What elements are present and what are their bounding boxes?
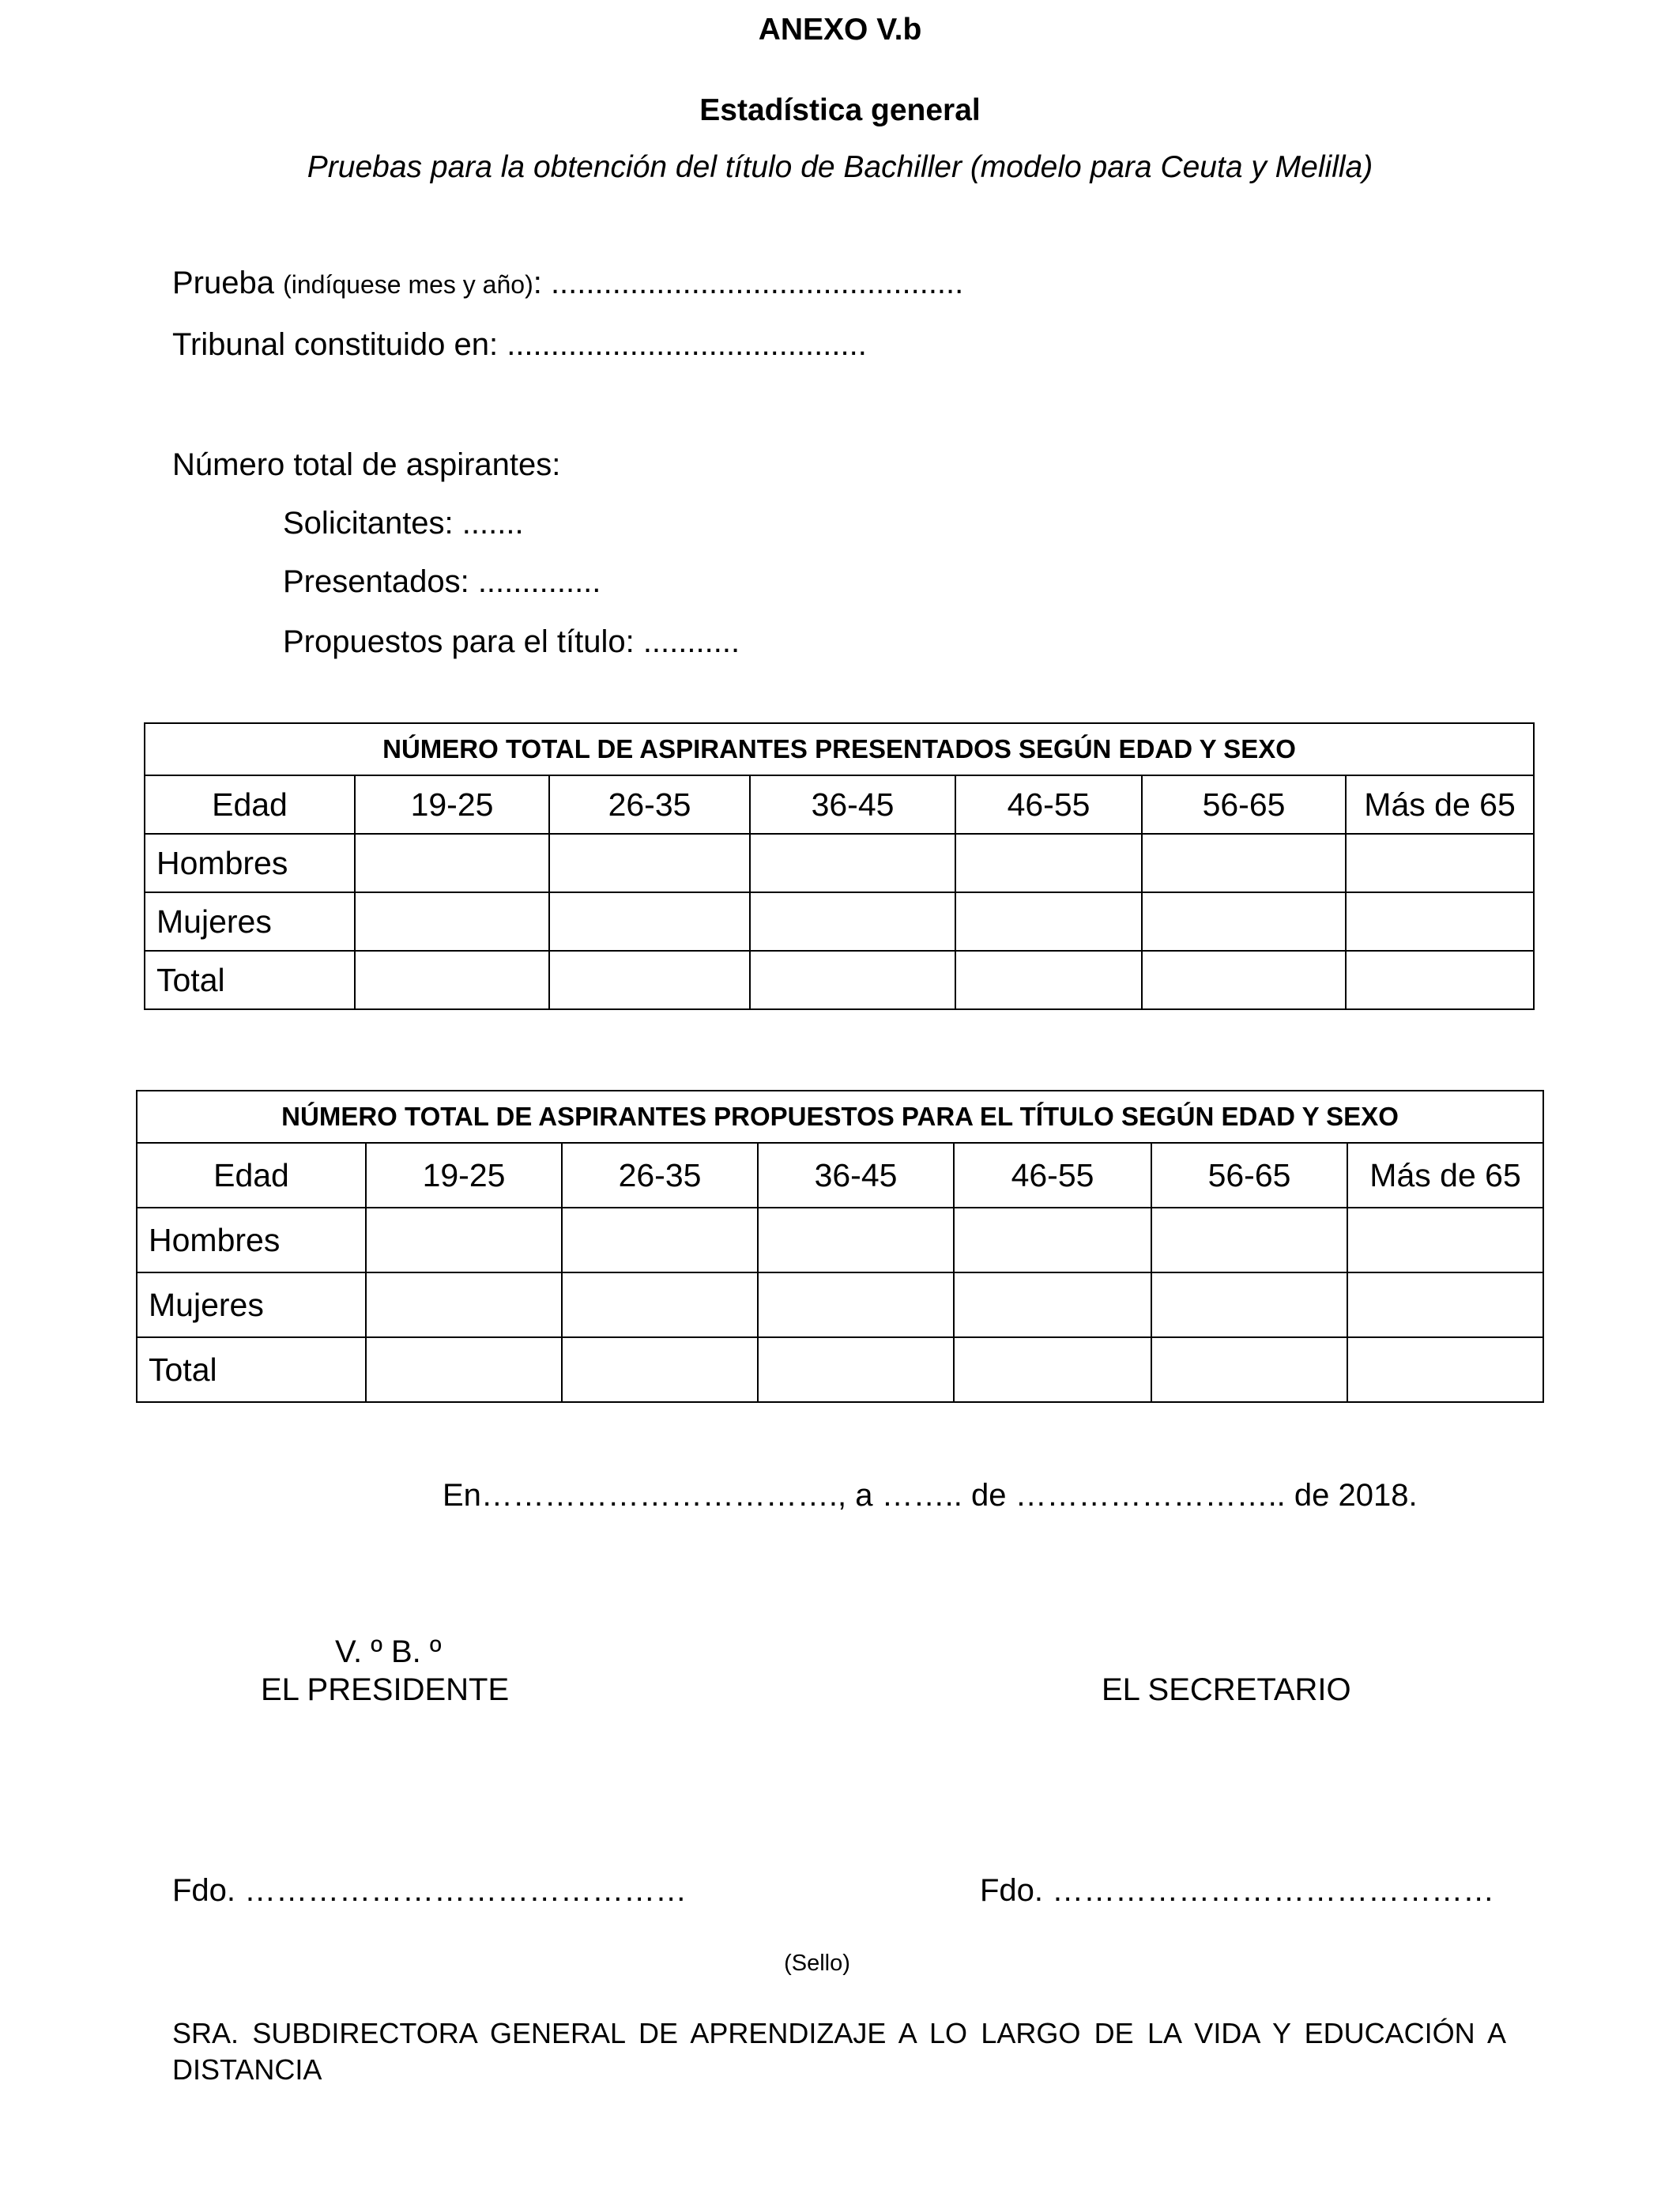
empty-cell[interactable] bbox=[954, 1272, 1151, 1337]
table-row bbox=[137, 1272, 1543, 1337]
document-title: Estadística general bbox=[699, 93, 981, 127]
header-cell: 56-65 bbox=[1142, 775, 1346, 834]
table-row bbox=[137, 1337, 1543, 1402]
header-cell: 46-55 bbox=[954, 1143, 1151, 1208]
empty-cell[interactable] bbox=[955, 834, 1142, 892]
proposed-stats-table bbox=[136, 1090, 1544, 1403]
table-caption: NÚMERO TOTAL DE ASPIRANTES PROPUESTOS PARA EL TÍTULO SEGÚN EDAD Y SEXO bbox=[137, 1091, 1543, 1143]
empty-cell[interactable] bbox=[355, 951, 549, 1009]
empty-cell[interactable] bbox=[1346, 892, 1534, 951]
empty-cell[interactable] bbox=[750, 892, 955, 951]
total-aspirants-label: Número total de aspirantes: bbox=[172, 447, 561, 482]
presentados-field: Presentados: .............. bbox=[283, 564, 601, 599]
addressee: SRA. SUBDIRECTORA GENERAL DE APRENDIZAJE A LO LARGO DE LA VIDA Y EDUCACIÓN A DISTANCIA bbox=[172, 2017, 1506, 2086]
table-row bbox=[137, 1208, 1543, 1272]
empty-cell[interactable] bbox=[1347, 1272, 1543, 1337]
propuestos-field: Propuestos para el título: ........... bbox=[283, 624, 740, 659]
header-cell: 26-35 bbox=[562, 1143, 758, 1208]
empty-cell[interactable] bbox=[562, 1208, 758, 1272]
president-signature-line: Fdo. …………………………………… bbox=[172, 1873, 687, 1908]
empty-cell[interactable] bbox=[955, 892, 1142, 951]
prueba-hint: (indíquese mes y año) bbox=[283, 270, 533, 299]
empty-cell[interactable] bbox=[549, 951, 750, 1009]
header-cell: 36-45 bbox=[758, 1143, 954, 1208]
header-cell: Más de 65 bbox=[1346, 775, 1534, 834]
empty-cell[interactable] bbox=[1346, 951, 1534, 1009]
tribunal-field: Tribunal constituido en: ......................................... bbox=[172, 327, 867, 362]
empty-cell[interactable] bbox=[1142, 892, 1346, 951]
header-cell: 56-65 bbox=[1151, 1143, 1347, 1208]
header-cell: 19-25 bbox=[355, 775, 549, 834]
president-label: EL PRESIDENTE bbox=[261, 1672, 510, 1707]
row-label: Total bbox=[137, 1337, 366, 1402]
empty-cell[interactable] bbox=[954, 1337, 1151, 1402]
empty-cell[interactable] bbox=[758, 1272, 954, 1337]
header-cell: Edad bbox=[145, 775, 355, 834]
header-cell: 19-25 bbox=[366, 1143, 562, 1208]
empty-cell[interactable] bbox=[1347, 1337, 1543, 1402]
prueba-field bbox=[172, 266, 963, 301]
header-cell: Más de 65 bbox=[1347, 1143, 1543, 1208]
prueba-fill: : ............................................... bbox=[533, 266, 964, 300]
empty-cell[interactable] bbox=[366, 1208, 562, 1272]
empty-cell[interactable] bbox=[750, 951, 955, 1009]
empty-cell[interactable] bbox=[758, 1337, 954, 1402]
empty-cell[interactable] bbox=[955, 951, 1142, 1009]
row-label: Hombres bbox=[145, 834, 355, 892]
empty-cell[interactable] bbox=[954, 1208, 1151, 1272]
empty-cell[interactable] bbox=[1347, 1208, 1543, 1272]
row-label: Hombres bbox=[137, 1208, 366, 1272]
header-cell: Edad bbox=[137, 1143, 366, 1208]
header-cell: 36-45 bbox=[750, 775, 955, 834]
row-label: Mujeres bbox=[145, 892, 355, 951]
presented-stats-table bbox=[144, 722, 1535, 1010]
empty-cell[interactable] bbox=[355, 892, 549, 951]
empty-cell[interactable] bbox=[366, 1272, 562, 1337]
header-cell: 26-35 bbox=[549, 775, 750, 834]
date-line: En……………………………., a …….. de …………………….. de 2018. bbox=[443, 1478, 1418, 1513]
document-subtitle: Pruebas para la obtención del título de Bachiller (modelo para Ceuta y Melilla) bbox=[307, 150, 1373, 184]
empty-cell[interactable] bbox=[549, 834, 750, 892]
seal-label: (Sello) bbox=[784, 1951, 850, 1976]
table-row bbox=[145, 951, 1534, 1009]
empty-cell[interactable] bbox=[1346, 834, 1534, 892]
table-caption: NÚMERO TOTAL DE ASPIRANTES PRESENTADOS SEGÚN EDAD Y SEXO bbox=[145, 723, 1534, 775]
empty-cell[interactable] bbox=[758, 1208, 954, 1272]
solicitantes-field: Solicitantes: ....... bbox=[283, 506, 524, 541]
empty-cell[interactable] bbox=[750, 834, 955, 892]
header-cell: 46-55 bbox=[955, 775, 1142, 834]
empty-cell[interactable] bbox=[549, 892, 750, 951]
annex-title: ANEXO V.b bbox=[758, 13, 922, 47]
empty-cell[interactable] bbox=[1151, 1337, 1347, 1402]
empty-cell[interactable] bbox=[1151, 1272, 1347, 1337]
empty-cell[interactable] bbox=[355, 834, 549, 892]
empty-cell[interactable] bbox=[1151, 1208, 1347, 1272]
table-row bbox=[145, 892, 1534, 951]
visto-bueno-label: V. º B. º bbox=[335, 1634, 442, 1669]
table-row bbox=[145, 834, 1534, 892]
secretary-signature-line: Fdo. …………………………………… bbox=[980, 1873, 1495, 1908]
row-label: Total bbox=[145, 951, 355, 1009]
prueba-label: Prueba bbox=[172, 266, 274, 300]
row-label: Mujeres bbox=[137, 1272, 366, 1337]
empty-cell[interactable] bbox=[366, 1337, 562, 1402]
empty-cell[interactable] bbox=[562, 1337, 758, 1402]
secretary-label: EL SECRETARIO bbox=[1102, 1672, 1351, 1707]
empty-cell[interactable] bbox=[1142, 834, 1346, 892]
empty-cell[interactable] bbox=[562, 1272, 758, 1337]
empty-cell[interactable] bbox=[1142, 951, 1346, 1009]
